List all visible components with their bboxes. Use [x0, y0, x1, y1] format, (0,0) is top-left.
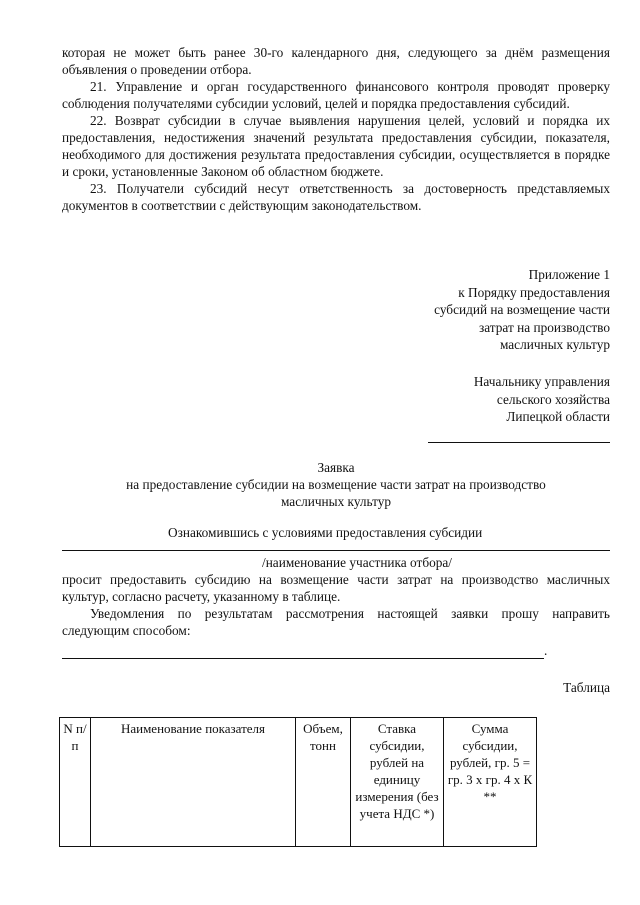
paragraph-23: 23. Получатели субсидий несут ответственность за достоверность представляемых документов в соответствии с действующим законодательством. [62, 181, 610, 213]
addressee-block [428, 373, 610, 443]
appendix-line: масличных культур [499, 337, 610, 352]
header-cell-indicator: Наименование показателя [91, 718, 296, 847]
document-page [62, 44, 610, 214]
subsidy-table [59, 717, 537, 847]
participant-caption: /наименование участника отбора/ [262, 555, 452, 570]
application-subtitle: на предоставление субсидии на возмещение части затрат на производство [126, 477, 546, 492]
appendix-line: к Порядку предоставления [458, 284, 610, 300]
table-label: Таблица [563, 680, 610, 695]
paragraph-continuation: которая не может быть ранее 30-го календарного дня, следующего за днём размещения объявления о проведении отбора. [62, 45, 610, 77]
application-block [62, 459, 610, 696]
header-cell-rate: Ставка субсидии, рублей на единицу измерения (без учета НДС *) [351, 718, 444, 847]
addressee-line: сельского хозяйства [496, 391, 610, 407]
addressee-line: Начальнику управления [473, 374, 610, 389]
request-paragraph: просит предоставить субсидию на возмещение части затрат на производство масличных культур, согласно расчету, указанному в таблице. [62, 572, 610, 604]
addressee-line: Липецкой области [506, 409, 610, 424]
appendix-line: субсидий на возмещение части [434, 302, 610, 317]
participant-name-line[interactable] [62, 550, 610, 551]
paragraph-22: 22. Возврат субсидии в случае выявления нарушения целей, условий и порядка их предоставления, недостижения значений результата предоставления субсидии, показателя, необходимого для достижения результата предоставления субсидии, осуществляется в порядке и сроки, установленные Законом об областном бюджете. [62, 113, 610, 179]
notice-method-line[interactable] [62, 658, 544, 659]
notice-method-row [62, 643, 610, 659]
application-intro: Ознакомившись с условиями предоставления субсидии [168, 525, 483, 540]
application-title: Заявка [317, 460, 355, 475]
application-subtitle: масличных культур [280, 494, 392, 509]
appendix-line: затрат на производство [478, 319, 610, 335]
header-cell-volume: Объем, тонн [296, 718, 351, 847]
paragraph-21: 21. Управление и орган государственного финансового контроля проводят проверку соблюдения получателями субсидии условий, целей и порядка предоставления субсидий. [62, 79, 610, 111]
appendix-line: Приложение 1 [528, 267, 610, 282]
notice-paragraph: Уведомления по результатам рассмотрения настоящей заявки прошу направить следующим способом: [62, 606, 610, 638]
header-cell-amount: Сумма субсидии, рублей, гр. 5 = гр. 3 х гр. 4 х К ** [444, 718, 537, 847]
appendix-block [434, 266, 610, 354]
addressee-name-line[interactable] [428, 442, 610, 443]
header-cell-number: N п/п [60, 718, 91, 847]
table-header-row [60, 718, 537, 847]
notice-end: . [544, 643, 548, 658]
